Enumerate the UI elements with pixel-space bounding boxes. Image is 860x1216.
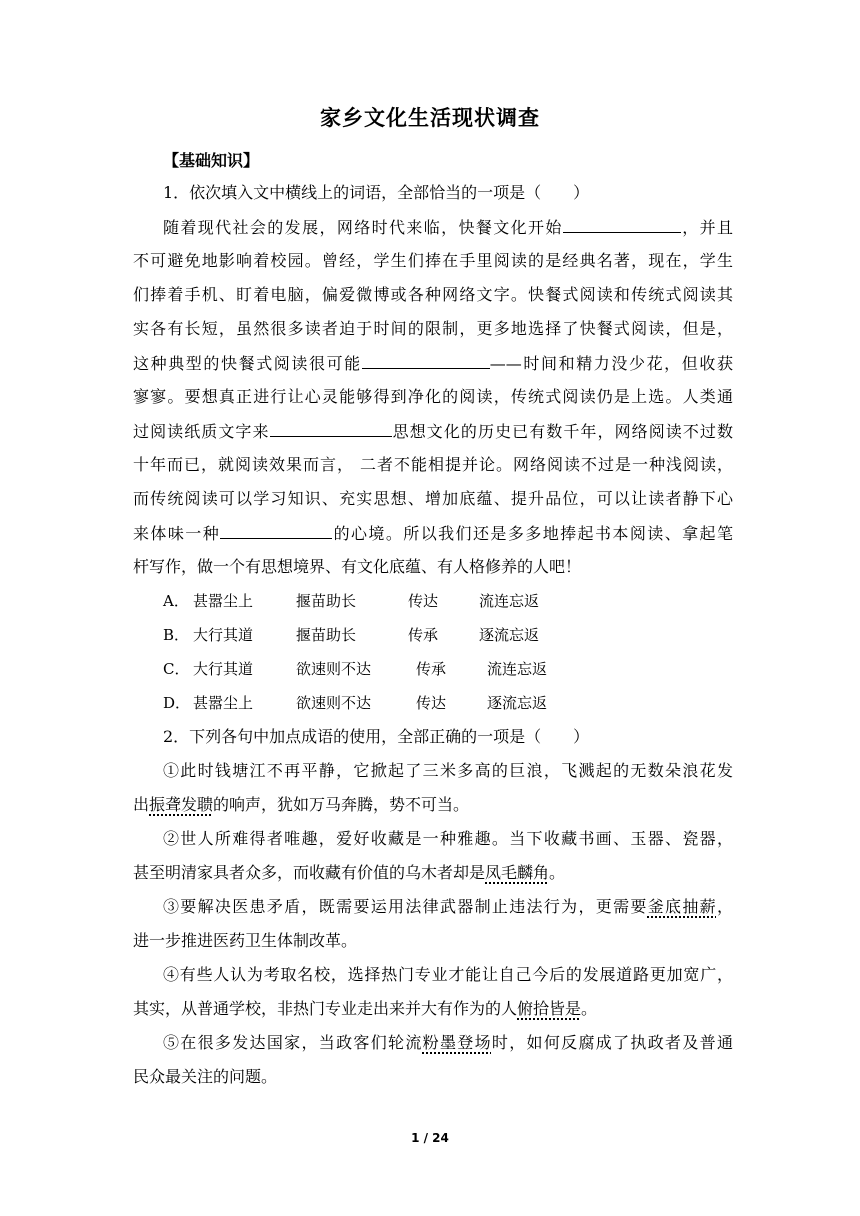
passage-line: 十年而已，就阅读效果而言， 二者不能相提并论。网络阅读不过是一种浅阅读，	[133, 455, 733, 474]
question-2-stem: 2．下列各句中加点成语的使用，全部正确的一项是（ ）	[163, 727, 590, 746]
page-number: 1 / 24	[411, 1131, 449, 1145]
page-title: 家乡文化生活现状调查	[320, 106, 540, 130]
sentence-3-line: 进一步推进医药卫生体制改革。	[133, 931, 358, 950]
passage-line: 而传统阅读可以学习知识、充实思想、增加底蕴、提升品位，可以让读者静下心	[133, 489, 733, 508]
dotted-idiom: 凤毛麟角	[485, 863, 550, 882]
sentence-5-line: 民众最关注的问题。	[133, 1067, 278, 1086]
fill-in-blank-2	[362, 353, 490, 369]
sentence-2-line: ②世人所难得者唯趣，爱好收藏是一种雅趣。当下收藏书画、玉器、瓷器，	[163, 829, 733, 848]
dotted-idiom: 振聋发聩	[149, 795, 214, 814]
sentence-5-line: ⑤在很多发达国家，当政客们轮流粉墨登场时，如何反腐成了执政者及普通	[163, 1033, 733, 1052]
passage-line: 随着现代社会的发展，网络时代来临，快餐文化开始 ，并且	[163, 218, 733, 237]
sentence-4-line: ④有些人认为考取名校，选择热门专业才能让自己今后的发展道路更加宽广，	[163, 965, 733, 984]
document-page: 家乡文化生活现状调查 【基础知识】 1．依次填入文中横线上的词语，全部恰当的一项是（ ） 随着现代社会的发展，网络时代来临，快餐文化开始 ，并且 不可避免地影响着校园。曾经，学生们捧在手里阅读的是经典名著，现在，学生 们捧着手机、盯着电脑，偏爱微博或各种网络文字。快餐式阅读和传统式阅读其 实各有长短，虽然很多读者迫于时间的限制，更多地选择了快餐式阅读，但是， 这种典型的快餐式阅读很可能 ——时间和精力没少花，但收获 寥寥。要想真正进行让心灵能够得到净化的阅读，传统式阅读仍是上选。人类通 过阅读纸质文字来 思想文化的历史已有数千年，网络阅读不过数 十年而已，就阅读效果而言， 二者不能相提并论。网络阅读不过是一种浅阅读， 而传统阅读可以学习知识、充实思想、增加底蕴、提升品位，可以让读者静下心 来体味一种 的心境。所以我们还是多多地捧起书本阅读、拿起笔 杆写作，做一个有思想境界、有文化底蕴、有人格修养的人吧！ A． 甚嚣尘上 揠苗助长 传达 流连忘返 B． 大行其道 揠苗助长 传承 逐流忘返 C． 大行其道 欲速则不达 传承 流连忘返 D． 甚嚣尘上 欲速则不达 传达 逐流忘返 2．下列各句中加点成语的使用，全部正确的一项是（ ） ①此时钱塘江不再平静，它掀起了三米多高的巨浪，飞溅起的无数朵浪花发 出振聋发聩的响声，犹如万马奔腾，势不可当。 ②世人所难得者唯趣，爱好收藏是一种雅趣。当下收藏书画、玉器、瓷器， 甚至明清家具者众多，而收藏有价值的乌木者却是凤毛麟角。 ③要解决医患矛盾，既需要运用法律武器制止违法行为，更需要釜底抽薪， 进一步推进医药卫生体制改革。 ④有些人认为考取名校，选择热门专业才能让自己今后的发展道路更加宽广， 其实，从普通学校，非热门专业走出来并大有作为的人俯拾皆是。 ⑤在很多发达国家，当政客们轮流粉墨登场时，如何反腐成了执政者及普通 民众最关注的问题。 1 / 24	[0, 0, 860, 1216]
sentence-1-line: ①此时钱塘江不再平静，它掀起了三米多高的巨浪，飞溅起的无数朵浪花发	[163, 761, 733, 780]
fill-in-blank-3	[270, 421, 392, 437]
passage-line: 过阅读纸质文字来 思想文化的历史已有数千年，网络阅读不过数	[133, 422, 733, 441]
fill-in-blank-4	[220, 523, 332, 539]
sentence-4-line: 其实，从普通学校，非热门专业走出来并大有作为的人俯拾皆是。	[133, 999, 598, 1018]
question-1-stem: 1．依次填入文中横线上的词语，全部恰当的一项是（ ）	[163, 183, 590, 202]
sentence-1-line: 出振聋发聩的响声，犹如万马奔腾，势不可当。	[133, 795, 470, 814]
fill-in-blank-1	[563, 217, 681, 233]
sentence-2-line: 甚至明清家具者众多，而收藏有价值的乌木者却是凤毛麟角。	[133, 863, 566, 882]
dotted-idiom: 俯拾皆是	[517, 999, 582, 1018]
passage-line: 来体味一种 的心境。所以我们还是多多地捧起书本阅读、拿起笔	[133, 524, 733, 543]
dotted-idiom: 釜底抽薪	[647, 897, 717, 916]
passage-line: 不可避免地影响着校园。曾经，学生们捧在手里阅读的是经典名著，现在，学生	[133, 251, 733, 270]
passage-line: 杆写作，做一个有思想境界、有文化底蕴、有人格修养的人吧！	[133, 557, 582, 576]
passage-line: 实各有长短，虽然很多读者迫于时间的限制，更多地选择了快餐式阅读，但是，	[133, 319, 733, 338]
passage-line: 们捧着手机、盯着电脑，偏爱微博或各种网络文字。快餐式阅读和传统式阅读其	[133, 285, 733, 304]
passage-line: 寥寥。要想真正进行让心灵能够得到净化的阅读，传统式阅读仍是上选。人类通	[133, 387, 733, 406]
dotted-idiom: 粉墨登场	[422, 1033, 492, 1052]
section-heading: 【基础知识】	[163, 151, 260, 170]
passage-line: 这种典型的快餐式阅读很可能 ——时间和精力没少花，但收获	[133, 354, 733, 373]
sentence-3-line: ③要解决医患矛盾，既需要运用法律武器制止违法行为，更需要釜底抽薪，	[163, 897, 733, 916]
